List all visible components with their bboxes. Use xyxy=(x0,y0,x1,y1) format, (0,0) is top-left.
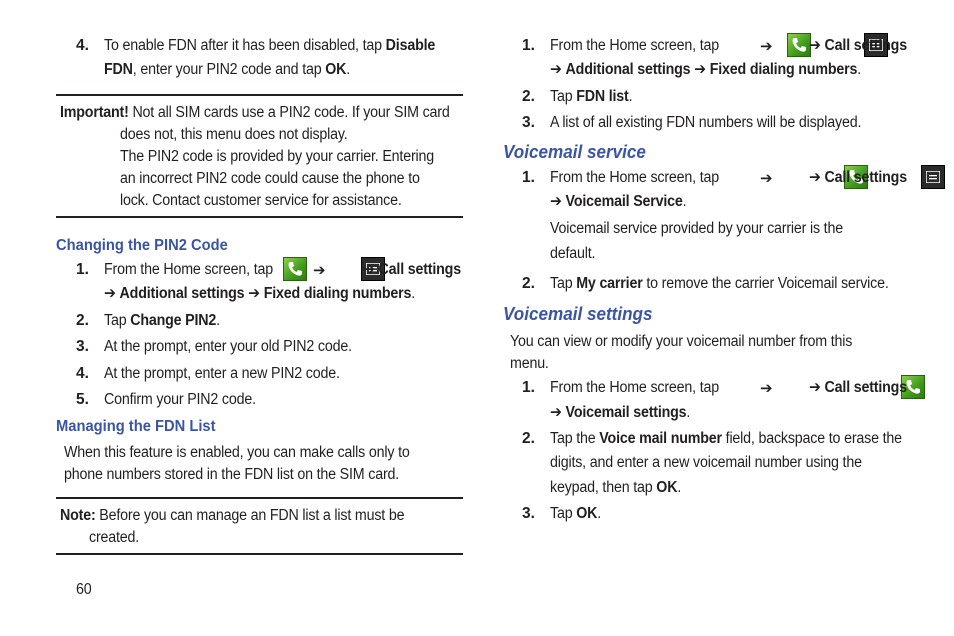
important-line: The PIN2 code is provided by your carrier. Entering xyxy=(120,148,435,165)
step-text: To enable FDN after it has been disabled, tap Disable xyxy=(104,37,436,54)
step-number: 5. xyxy=(76,391,89,408)
step-text: Tap the Voice mail number field, backspace to erase the xyxy=(550,430,902,447)
menu-key-icon xyxy=(921,165,945,189)
step-text: FDN, enter your PIN2 code and tap OK. xyxy=(104,61,351,78)
important-top-rule xyxy=(56,94,463,96)
step-text: ➔ Call settings xyxy=(809,379,907,396)
step-text: ➔ Additional settings ➔ Fixed dialing numbers. xyxy=(550,61,862,78)
body-text: phone numbers stored in the FDN list on the SIM card. xyxy=(64,466,400,483)
step-text: ➔ Call settings xyxy=(809,37,907,54)
step-text: digits, and enter a new voicemail number using the xyxy=(550,454,862,471)
phone-app-icon xyxy=(787,33,811,57)
section-heading: Managing the FDN List xyxy=(56,418,216,435)
step-text: Confirm your PIN2 code. xyxy=(104,391,256,408)
arrow: ➔ xyxy=(760,170,773,187)
section-heading: Voicemail settings xyxy=(503,304,653,324)
step-text: Tap Change PIN2. xyxy=(104,312,220,329)
step-text: Tap FDN list. xyxy=(550,88,633,105)
step-number: 1. xyxy=(76,261,89,278)
step-number: 4. xyxy=(76,37,89,54)
arrow: ➔ xyxy=(760,380,773,397)
step-number: 4. xyxy=(76,365,89,382)
step-text: Tap OK. xyxy=(550,505,602,522)
step-number: 1. xyxy=(522,169,535,186)
important-line: an incorrect PIN2 code could cause the phone to xyxy=(120,170,420,187)
step-number: 2. xyxy=(522,430,535,447)
body-text: menu. xyxy=(510,355,549,372)
note-line: created. xyxy=(89,529,140,546)
step-number: 1. xyxy=(522,379,535,396)
step-number: 3. xyxy=(76,338,89,355)
note-line: Note: Before you can manage an FDN list a list must be xyxy=(60,507,405,524)
arrow: ➔ xyxy=(313,262,326,279)
step-text: ➔ Call settings xyxy=(809,169,907,186)
section-heading: Changing the PIN2 Code xyxy=(56,237,228,254)
important-line: Important! Not all SIM cards use a PIN2 code. If your SIM card xyxy=(60,104,450,121)
step-text: ➔ Voicemail Service. xyxy=(550,193,687,210)
step-text: From the Home screen, tap xyxy=(550,37,719,54)
step-number: 1. xyxy=(522,37,535,54)
step-number: 2. xyxy=(522,88,535,105)
step-text: keypad, then tap OK. xyxy=(550,479,682,496)
important-line: does not, this menu does not display. xyxy=(120,126,348,143)
step-text: ➔ Call settings xyxy=(363,261,461,278)
page-number: 60 xyxy=(76,581,92,598)
note-bottom-rule xyxy=(56,553,463,555)
step-number: 2. xyxy=(76,312,89,329)
body-text: You can view or modify your voicemail number from this xyxy=(510,333,853,350)
step-text: From the Home screen, tap xyxy=(550,169,719,186)
step-text: At the prompt, enter a new PIN2 code. xyxy=(104,365,340,382)
phone-app-icon xyxy=(283,257,307,281)
important-line: lock. Contact customer service for assistance. xyxy=(120,192,402,209)
body-text: default. xyxy=(550,245,596,262)
step-text: Tap My carrier to remove the carrier Voicemail service. xyxy=(550,275,889,292)
step-text: ➔ Additional settings ➔ Fixed dialing numbers. xyxy=(104,285,416,302)
step-text: From the Home screen, tap xyxy=(104,261,273,278)
body-text: When this feature is enabled, you can make calls only to xyxy=(64,444,410,461)
step-number: 3. xyxy=(522,505,535,522)
important-bottom-rule xyxy=(56,216,463,218)
step-number: 2. xyxy=(522,275,535,292)
step-text: ➔ Voicemail settings. xyxy=(550,404,691,421)
step-text: At the prompt, enter your old PIN2 code. xyxy=(104,338,352,355)
arrow: ➔ xyxy=(760,38,773,55)
step-number: 3. xyxy=(522,114,535,131)
note-top-rule xyxy=(56,497,463,499)
step-text: A list of all existing FDN numbers will be displayed. xyxy=(550,114,862,131)
step-text: From the Home screen, tap xyxy=(550,379,719,396)
body-text: Voicemail service provided by your carrier is the xyxy=(550,220,843,237)
section-heading: Voicemail service xyxy=(503,142,646,162)
